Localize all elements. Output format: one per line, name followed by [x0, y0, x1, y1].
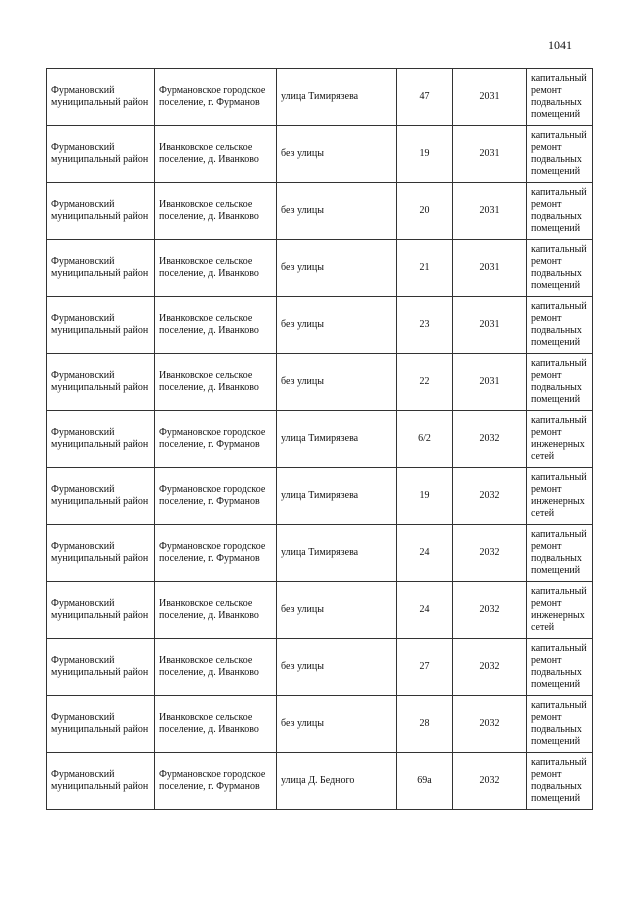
work-type-cell: капитальный ремонт подвальных помещений: [527, 297, 593, 354]
table-row: [47, 525, 593, 582]
year-cell: 2031: [453, 183, 527, 240]
year-cell: 2031: [453, 240, 527, 297]
table-row: [47, 126, 593, 183]
district-cell: Фурмановский муниципальный район: [47, 297, 155, 354]
street-cell: улица Тимирязева: [277, 525, 397, 582]
settlement-cell: Иванковское сельское поселение, д. Иванково: [155, 183, 277, 240]
settlement-cell: Иванковское сельское поселение, д. Иванково: [155, 354, 277, 411]
work-type-cell: капитальный ремонт подвальных помещений: [527, 753, 593, 810]
house-number-cell: 27: [397, 639, 453, 696]
settlement-cell: Фурмановское городское поселение, г. Фурманов: [155, 525, 277, 582]
table-row: [47, 354, 593, 411]
district-cell: Фурмановский муниципальный район: [47, 639, 155, 696]
table-row: [47, 696, 593, 753]
work-type-cell: капитальный ремонт подвальных помещений: [527, 183, 593, 240]
house-number-cell: 19: [397, 468, 453, 525]
year-cell: 2031: [453, 297, 527, 354]
year-cell: 2031: [453, 126, 527, 183]
work-type-cell: капитальный ремонт подвальных помещений: [527, 69, 593, 126]
district-cell: Фурмановский муниципальный район: [47, 696, 155, 753]
settlement-cell: Фурмановское городское поселение, г. Фурманов: [155, 753, 277, 810]
district-cell: Фурмановский муниципальный район: [47, 468, 155, 525]
settlement-cell: Иванковское сельское поселение, д. Иванково: [155, 297, 277, 354]
work-type-cell: капитальный ремонт инженерных сетей: [527, 468, 593, 525]
year-cell: 2031: [453, 354, 527, 411]
street-cell: без улицы: [277, 696, 397, 753]
work-type-cell: капитальный ремонт подвальных помещений: [527, 525, 593, 582]
table-row: [47, 183, 593, 240]
district-cell: Фурмановский муниципальный район: [47, 411, 155, 468]
settlement-cell: Иванковское сельское поселение, д. Иванково: [155, 639, 277, 696]
year-cell: 2032: [453, 696, 527, 753]
work-type-cell: капитальный ремонт подвальных помещений: [527, 126, 593, 183]
street-cell: без улицы: [277, 297, 397, 354]
year-cell: 2031: [453, 69, 527, 126]
house-number-cell: 24: [397, 582, 453, 639]
settlement-cell: Фурмановское городское поселение, г. Фурманов: [155, 69, 277, 126]
street-cell: улица Д. Бедного: [277, 753, 397, 810]
house-number-cell: 23: [397, 297, 453, 354]
street-cell: улица Тимирязева: [277, 411, 397, 468]
district-cell: Фурмановский муниципальный район: [47, 525, 155, 582]
district-cell: Фурмановский муниципальный район: [47, 126, 155, 183]
street-cell: без улицы: [277, 126, 397, 183]
district-cell: Фурмановский муниципальный район: [47, 183, 155, 240]
year-cell: 2032: [453, 753, 527, 810]
district-cell: Фурмановский муниципальный район: [47, 240, 155, 297]
year-cell: 2032: [453, 468, 527, 525]
street-cell: без улицы: [277, 639, 397, 696]
district-cell: Фурмановский муниципальный район: [47, 582, 155, 639]
year-cell: 2032: [453, 525, 527, 582]
work-type-cell: капитальный ремонт инженерных сетей: [527, 582, 593, 639]
table-row: [47, 639, 593, 696]
settlement-cell: Иванковское сельское поселение, д. Иванково: [155, 582, 277, 639]
settlement-cell: Иванковское сельское поселение, д. Иванково: [155, 126, 277, 183]
settlement-cell: Иванковское сельское поселение, д. Иванково: [155, 696, 277, 753]
repair-schedule-table: [46, 68, 593, 810]
work-type-cell: капитальный ремонт инженерных сетей: [527, 411, 593, 468]
settlement-cell: Фурмановское городское поселение, г. Фурманов: [155, 411, 277, 468]
table-row: [47, 753, 593, 810]
house-number-cell: 47: [397, 69, 453, 126]
table-body: [47, 69, 593, 810]
work-type-cell: капитальный ремонт подвальных помещений: [527, 240, 593, 297]
street-cell: без улицы: [277, 240, 397, 297]
page-number: 1041: [548, 38, 572, 52]
table-row: [47, 411, 593, 468]
street-cell: улица Тимирязева: [277, 69, 397, 126]
work-type-cell: капитальный ремонт подвальных помещений: [527, 354, 593, 411]
house-number-cell: 20: [397, 183, 453, 240]
street-cell: без улицы: [277, 183, 397, 240]
settlement-cell: Фурмановское городское поселение, г. Фурманов: [155, 468, 277, 525]
house-number-cell: 6/2: [397, 411, 453, 468]
year-cell: 2032: [453, 582, 527, 639]
house-number-cell: 19: [397, 126, 453, 183]
house-number-cell: 28: [397, 696, 453, 753]
house-number-cell: 69а: [397, 753, 453, 810]
district-cell: Фурмановский муниципальный район: [47, 354, 155, 411]
house-number-cell: 22: [397, 354, 453, 411]
district-cell: Фурмановский муниципальный район: [47, 69, 155, 126]
street-cell: без улицы: [277, 582, 397, 639]
house-number-cell: 21: [397, 240, 453, 297]
year-cell: 2032: [453, 639, 527, 696]
work-type-cell: капитальный ремонт подвальных помещений: [527, 696, 593, 753]
year-cell: 2032: [453, 411, 527, 468]
settlement-cell: Иванковское сельское поселение, д. Иванково: [155, 240, 277, 297]
table-row: [47, 240, 593, 297]
house-number-cell: 24: [397, 525, 453, 582]
work-type-cell: капитальный ремонт подвальных помещений: [527, 639, 593, 696]
table-row: [47, 582, 593, 639]
street-cell: улица Тимирязева: [277, 468, 397, 525]
table-row: [47, 468, 593, 525]
table-row: [47, 297, 593, 354]
street-cell: без улицы: [277, 354, 397, 411]
table-row: [47, 69, 593, 126]
district-cell: Фурмановский муниципальный район: [47, 753, 155, 810]
